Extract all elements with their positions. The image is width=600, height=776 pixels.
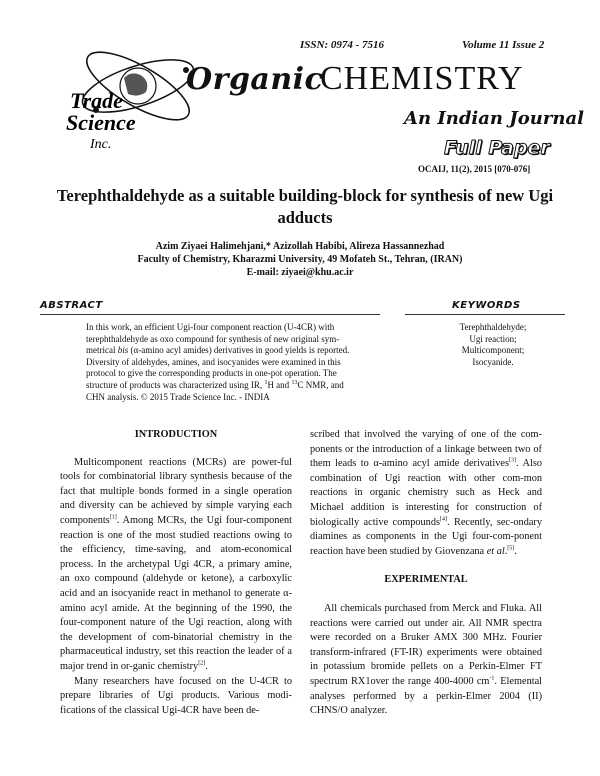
intro-paragraph-continued: scribed that involved the varying of one of the com-ponents or the introduction of a linkage between two of them leads to α-amino acyl amide derivatives[3]. Also combination of Ugi reaction with other com-mon reactions in organic chemistry such as Heck and Michael addition is interesting for construction of biologically active compounds[4]. Recently, sec-ondary diamines as components in the Ugi four-com-ponent reaction have been studied by Giovenzana et al.[5]. bbox=[310, 429, 542, 557]
keyword-item: Terephthaldehyde; bbox=[459, 322, 527, 332]
logo-text-inc: Inc. bbox=[90, 137, 112, 152]
keywords-list bbox=[418, 322, 568, 368]
issn: ISSN: 0974 - 7516 bbox=[300, 39, 385, 51]
paper-type: Full Paper bbox=[444, 137, 550, 159]
trade-science-logo bbox=[66, 50, 196, 160]
left-column bbox=[60, 428, 292, 718]
author-block bbox=[40, 240, 560, 279]
volume-issue: Volume 11 Issue 2 bbox=[462, 39, 545, 51]
logo-text-science: Science bbox=[66, 110, 136, 135]
abstract-rule bbox=[40, 314, 380, 315]
keywords-rule bbox=[405, 314, 565, 315]
experimental-heading: EXPERIMENTAL bbox=[384, 574, 468, 586]
logo-text-trade: Trade bbox=[70, 88, 123, 113]
keywords-heading: KEYWORDS bbox=[452, 300, 521, 311]
introduction-heading: INTRODUCTION bbox=[134, 429, 218, 440]
abstract-text: In this work, an efficient Ugi-four component reaction (U-4CR) with terephthaldehyde as oxo compound for synthesis of new original sym- metrical bis (α-amino acyl amides) derivatives in good yields is reported. Diversity of aldehydes, amines, and isocyanides were examined in this protocol to give the corresponding products in one-pot operation. The structure of products was characterized using IR, $^1$H and $^{13}$C NMR, and CHN analysis. © 2015 Trade Science Inc. - INDIA bbox=[86, 322, 350, 402]
journal-subtitle: An Indian Journal bbox=[404, 108, 584, 129]
intro-paragraph-1: Multicomponent reactions (MCRs) are power-ful tools for combinatorial library synthesis because of the fact that multiple bonds formed in a single operation and diversity can be achieved by simple varying each components[1]. Among MCRs, the Ugi four-component reaction is one of the most studied reactions owing to the efficiency, time-saving, and atom-economical process. In the archetypal Ugi 4CR, a primary amine, an oxo compound (aldehyde or ketone), a carboxylic acid and an isocyanide react in methanol to generate α-amino acyl amide. At the beginning of the 1990, the four-component nature of the Ugi reaction, along with the development of com-binatorial chemistry in the pharmaceutical industry, set this reaction the leader of a major trend in or-ganic chemistry[2]. bbox=[60, 456, 292, 672]
article-title: Terephthaldehyde as a suitable building-block for synthesis of new Ugi adducts bbox=[56, 186, 554, 227]
intro-paragraph-2: Many researchers have focused on the U-4CR to prepare libraries of Ugi products. Various modi-fications of the classical Ugi-4CR have been de- bbox=[60, 675, 292, 716]
journal-name-chemistry: CHEMISTRY bbox=[320, 60, 524, 97]
keyword-item: Multicomponent; bbox=[461, 345, 525, 356]
authors: Azim Ziyaei Halimehjani,* Azizollah Habibi, Alireza Hassannezhad bbox=[155, 241, 445, 252]
right-column bbox=[310, 428, 542, 719]
experimental-paragraph: All chemicals purchased from Merck and Fluka. All reactions were carried out under air. All NMR spectra were recorded on a Bruker AMX 300 MHz. Fourier transform-infrared (FT-IR) experiments were obtained in potassium bromide pellets on a Perkin-Elmer FT spectrum RX1over the range 400-4000 $cm^{-1}$. Elemental analyses performed by a perkin-Elmer 2004 (II) CHNS/O analyzer. bbox=[310, 602, 543, 717]
citation: OCAIJ, 11(2), 2015 [070-076] bbox=[418, 164, 531, 174]
keyword-item: Isocyanide. bbox=[472, 356, 514, 367]
affiliation: Faculty of Chemistry, Kharazmi University, 49 Mofateh St., Tehran, (IRAN) bbox=[137, 254, 463, 265]
keyword-item: Ugi reaction; bbox=[469, 333, 517, 344]
journal-name-organic: Organic bbox=[186, 62, 324, 97]
abstract-heading: ABSTRACT bbox=[40, 300, 103, 311]
email: E-mail: ziyaei@khu.ac.ir bbox=[246, 267, 354, 278]
